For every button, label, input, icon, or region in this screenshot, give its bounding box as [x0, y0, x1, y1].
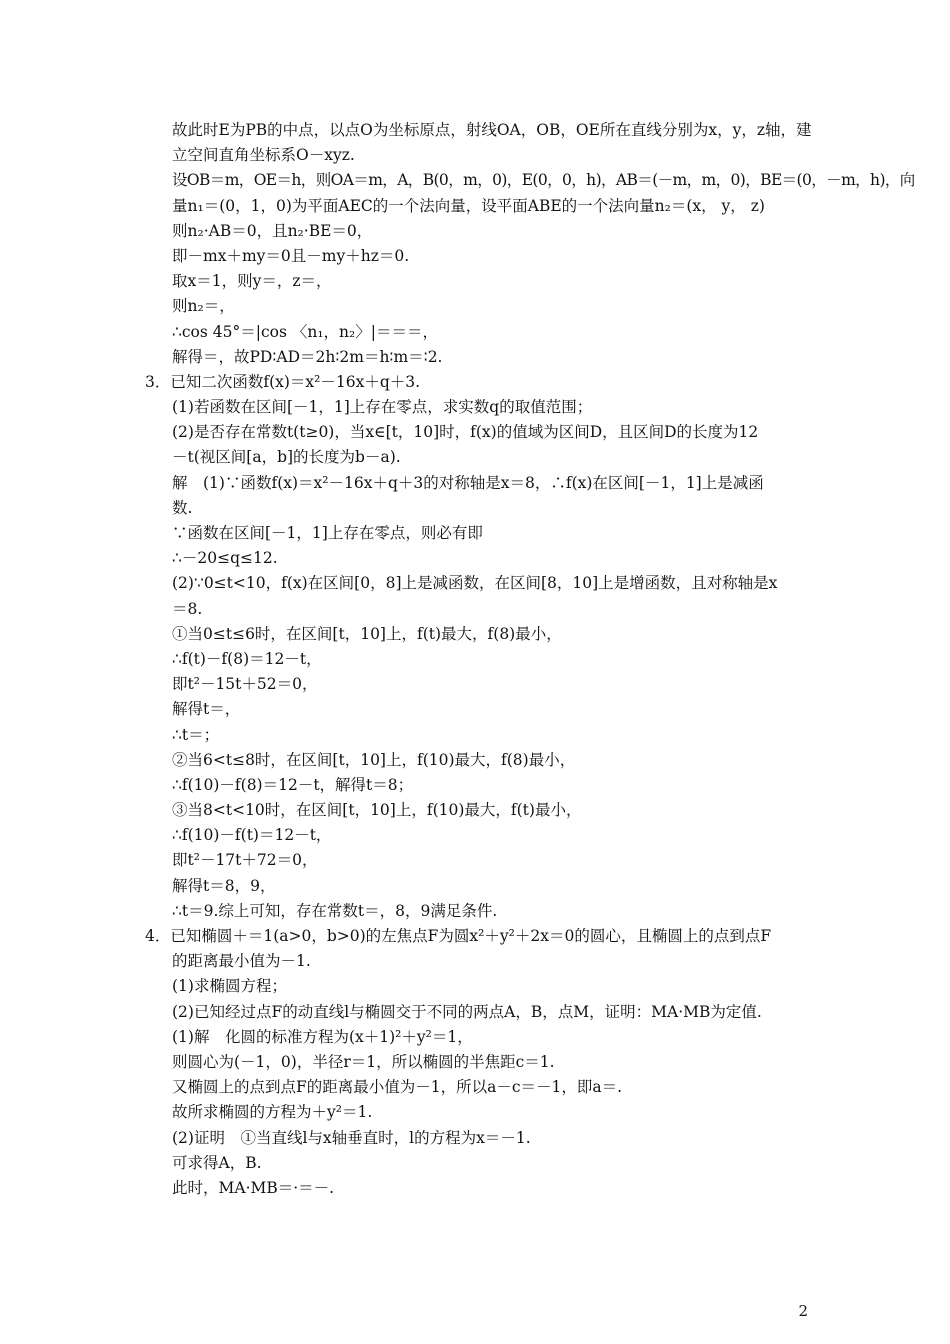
text-line: 数.	[172, 498, 193, 517]
text-line: －t(视区间[a，b]的长度为b－a).	[172, 448, 401, 467]
text-line: 取x＝1，则y＝，z＝，	[172, 272, 332, 291]
text-line: 解得＝，故PD∶AD＝2h∶2m＝h∶m＝∶2.	[172, 347, 443, 366]
text-line: (1)若函数在区间[－1，1]上存在零点，求实数q的取值范围；	[172, 398, 593, 417]
text-line: 的距离最小值为－1.	[172, 952, 311, 971]
text-line: 解得t＝，	[172, 700, 241, 719]
text-line: 量n₁＝(0，1，0)为平面AEC的一个法向量，设平面ABE的一个法向量n₂＝(x， y， z)	[172, 196, 765, 215]
text-line: (1)解 化圆的标准方程为(x＋1)²＋y²＝1，	[172, 1027, 473, 1046]
text-line: 又椭圆上的点到点F的距离最小值为－1，所以a－c＝－1，即a＝.	[172, 1078, 623, 1097]
text-line: 则n₂·AB＝0，且n₂·BE＝0，	[172, 221, 373, 240]
text-line: 故此时E为PB的中点，以点O为坐标原点，射线OA，OB，OE所在直线分别为x，y，z轴，建	[172, 121, 812, 139]
text-line: 即t²－15t＋52＝0，	[172, 675, 318, 694]
text-line: 故所求椭圆的方程为＋y²＝1.	[172, 1103, 373, 1122]
text-line: ∵函数在区间[－1，1]上存在零点，则必有即	[172, 524, 483, 542]
text-line: 解得t＝8，9，	[172, 876, 276, 895]
text-line: ②当6<t≤8时，在区间[t，10]上，f(10)最大，f(8)最小，	[172, 750, 576, 769]
text-line: ①当0≤t≤6时，在区间[t，10]上，f(t)最大，f(8)最小，	[172, 624, 562, 643]
page-number: 2	[798, 1302, 808, 1320]
text-line: ∴f(10)－f(t)＝12－t，	[172, 826, 332, 845]
text-line: ∴f(t)－f(8)＝12－t，	[172, 649, 322, 668]
text-line: 解 (1)∵函数f(x)＝x²－16x＋q＋3的对称轴是x＝8，∴f(x)在区间[－1，1]上是减函	[172, 473, 764, 492]
text-line: ∴－20≤q≤12.	[172, 549, 278, 568]
text-line: 此时，MA·MB＝·＝－.	[172, 1178, 335, 1197]
problem-4-heading: 4．已知椭圆＋＝1(a>0，b>0)的左焦点F为圆x²＋y²＋2x＝0的圆心，且椭圆上的点到点F	[145, 927, 772, 945]
text-line: ＝8.	[172, 599, 203, 618]
problem-3-heading: 3．已知二次函数f(x)＝x²－16x＋q＋3.	[145, 372, 421, 391]
text-line: ③当8<t<10时，在区间[t，10]上，f(10)最大，f(t)最小，	[172, 801, 582, 820]
text-line: 即－mx＋my＝0且－my＋hz＝0.	[172, 246, 410, 265]
text-line: (2)已知经过点F的动直线l与椭圆交于不同的两点A，B，点M，证明：MA·MB为定值.	[172, 1002, 762, 1021]
text-line: ∴t＝9.综上可知，存在常数t＝，8，9满足条件.	[172, 901, 498, 920]
text-line: 即t²－17t＋72＝0，	[172, 851, 318, 870]
text-line: (2)是否存在常数t(t≥0)，当x∈[t，10]时，f(x)的值域为区间D，且区间D的长度为12	[172, 423, 759, 442]
text-line: 则n₂＝，	[172, 297, 235, 316]
text-line: ∴f(10)－f(8)＝12－t，解得t＝8；	[172, 775, 414, 794]
text-line: ∴t＝；	[172, 725, 220, 744]
text-line: ∴cos 45°＝|cos 〈n₁，n₂〉|＝＝＝，	[172, 322, 438, 341]
text-line: 可求得A，B.	[172, 1153, 262, 1172]
text-line: (1)求椭圆方程；	[172, 977, 287, 996]
text-line: (2)证明 ①当直线l与x轴垂直时，l的方程为x＝－1.	[172, 1128, 531, 1147]
text-line: (2)∵0≤t<10，f(x)在区间[0，8]上是减函数，在区间[8，10]上是增函数，且对称轴是x	[172, 574, 778, 593]
page-body	[145, 118, 915, 1201]
text-line: 立空间直角坐标系O－xyz.	[172, 146, 355, 165]
text-line: 则圆心为(－1，0)，半径r＝1，所以椭圆的半焦距c＝1.	[172, 1052, 555, 1071]
text-line: 设OB＝m，OE＝h，则OA＝m，A，B(0，m，0)，E(0，0，h)，AB＝(－m，m，0)，BE＝(0，－m，h)，向	[172, 171, 915, 190]
